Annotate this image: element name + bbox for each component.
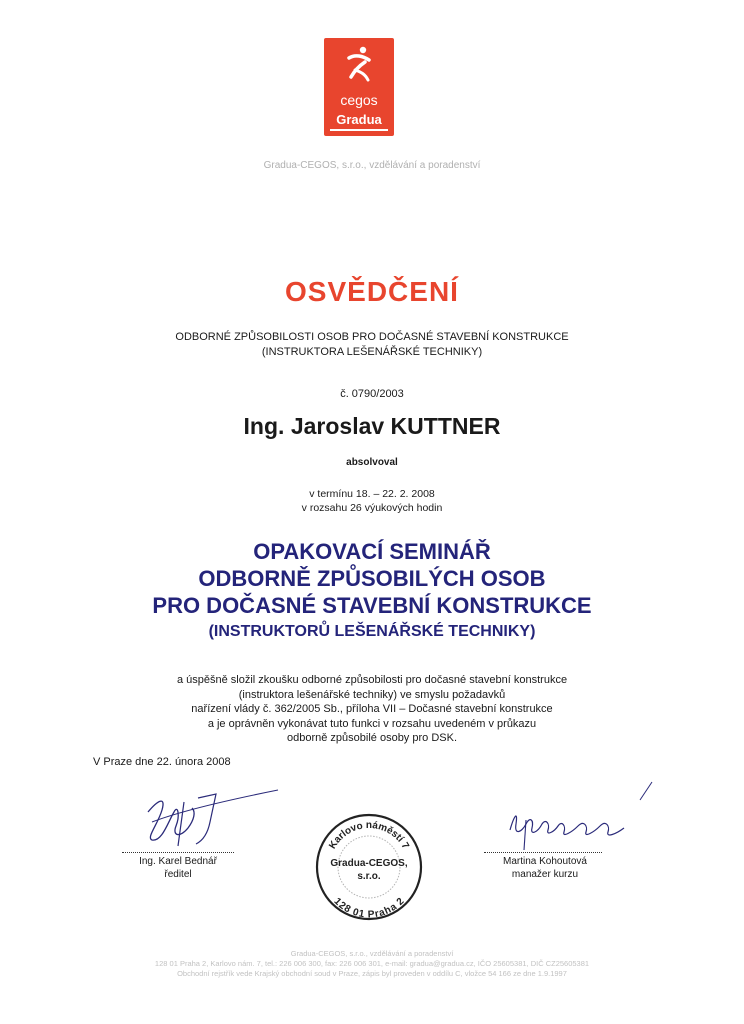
manager-role: manažer kurzu <box>511 869 579 880</box>
place-and-date: V Praze dne 22. února 2008 <box>93 756 231 768</box>
director-signature-line <box>122 852 234 853</box>
body-line-5: odborně způsobilé osoby pro DSK. <box>287 732 457 744</box>
footer-line-1: Gradua-CEGOS, s.r.o., vzdělávání a poradenství <box>290 949 454 958</box>
director-signature <box>118 782 288 862</box>
body-line-2: (instruktora lešenářské techniky) ve smyslu požadavků <box>238 688 506 701</box>
subtitle-line-1: ODBORNÉ ZPŮSOBILOSTI OSOB PRO DOČASNÉ STAVEBNÍ KONSTRUKCE <box>175 331 569 343</box>
course-line-4: (INSTRUKTORŮ LEŠENÁŘSKÉ TECHNIKY) <box>208 623 536 640</box>
term-hours: v rozsahu 26 výukových hodin <box>301 502 443 514</box>
course-title <box>0 538 744 645</box>
company-tagline: Gradua-CEGOS, s.r.o., vzdělávání a poradenství <box>263 160 481 171</box>
director-role: ředitel <box>164 869 192 880</box>
subtitle-line-2: (INSTRUKTORA LEŠENÁŘSKÉ TECHNIKY) <box>261 346 483 358</box>
course-line-3: PRO DOČASNÉ STAVEBNÍ KONSTRUKCE <box>152 593 592 618</box>
footer-line-2: 128 01 Praha 2, Karlovo nám. 7, tel.: 226 006 300, fax: 226 006 301, e-mail: gradua@gradua.cz, IČO 25605381, DIČ CZ25605381 <box>154 959 590 968</box>
cegos-figure-icon <box>341 44 377 84</box>
footer-line-3: Obchodní rejstřík vede Krajský obchodní soud v Praze, zápis byl proveden v oddílu C, vložce 54 166 ze dne 1.9.1997 <box>177 969 567 978</box>
recipient-name: Ing. Jaroslav KUTTNER <box>243 413 501 439</box>
certificate-number: č. 0790/2003 <box>340 388 404 400</box>
body-line-1: a úspěšně složil zkoušku odborné způsobilosti pro dočasné stavební konstrukce <box>176 674 568 686</box>
certificate-title: OSVĚDČENÍ <box>285 276 459 307</box>
certificate-body-text <box>0 673 744 746</box>
course-term <box>0 487 744 515</box>
course-line-1: OPAKOVACÍ SEMINÁŘ <box>253 539 491 564</box>
stamp-bottom-text: 128 01 Praha 2 <box>331 896 407 921</box>
logo-name-text: Gradua <box>336 112 382 127</box>
course-line-2: ODBORNĚ ZPŮSOBILÝCH OSOB <box>198 566 546 591</box>
term-dates: v termínu 18. – 22. 2. 2008 <box>309 488 435 500</box>
director-name: Ing. Karel Bednář <box>139 856 217 867</box>
logo-divider <box>330 129 388 131</box>
body-line-4: a je oprávněn vykonávat tuto funkci v rozsahu uvedeném v průkazu <box>207 717 537 730</box>
manager-name: Martina Kohoutová <box>503 856 587 867</box>
stamp-top-text: Karlovo náměstí 7 <box>327 819 411 852</box>
manager-signature-line <box>484 852 602 853</box>
gradua-cegos-logo <box>324 38 394 136</box>
certificate-subtitle <box>0 330 744 360</box>
footer <box>0 949 744 979</box>
body-line-3: nařízení vlády č. 362/2005 Sb., příloha VII – Dočasné stavební konstrukce <box>191 703 553 715</box>
svg-text:128 01 Praha 2 <box>332 896 407 921</box>
logo-brand-text: cegos <box>340 92 378 108</box>
company-stamp <box>314 812 424 922</box>
manager-signature <box>490 780 660 860</box>
stamp-center-line-1: Gradua-CEGOS, <box>330 858 408 869</box>
completed-label: absolvoval <box>346 457 398 468</box>
stamp-center-line-2: s.r.o. <box>357 871 381 882</box>
